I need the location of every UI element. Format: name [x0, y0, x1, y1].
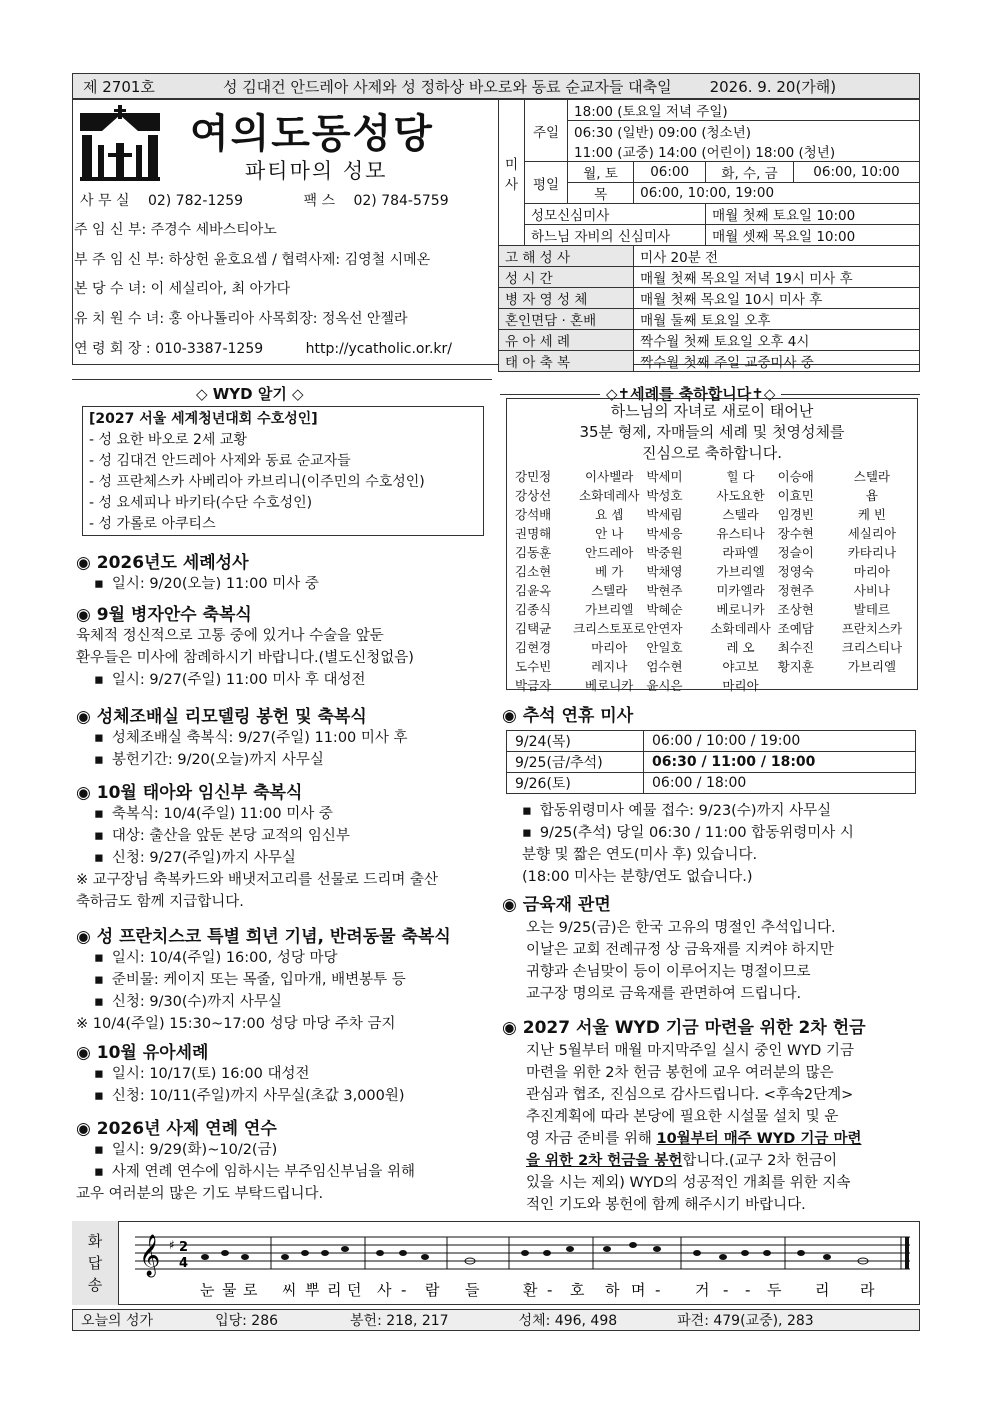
sunday-time: 11:00 (교중) 14:00 (어린이) 18:00 (청년): [568, 141, 920, 162]
baptism-name: 박현주: [646, 583, 683, 598]
lyric-syllable: 하: [605, 1281, 620, 1299]
baptism-name: 박세응: [646, 526, 683, 541]
baptism-name: 강민정: [515, 469, 552, 484]
lyric-syllable: 며: [631, 1281, 646, 1299]
baptism-name: 엄수현: [646, 659, 683, 674]
fund-line: 적인 기도와 봉헌에 함께 해주시기 바랍니다.: [526, 1197, 806, 1213]
announcement-line: ▪ 신청: 9/30(수)까지 사무실: [94, 991, 451, 1013]
baptism-name: 박채영: [646, 564, 683, 579]
wyd-item: - 성 김대건 안드레아 사제와 동료 순교자들: [89, 453, 351, 469]
baptism-saint-name: 안 나: [595, 526, 624, 541]
church-name: 여의도동성당: [190, 111, 434, 157]
sacrament-label: 태 아 축 복: [499, 351, 634, 372]
chuseok-date: 9/24(목): [507, 731, 644, 752]
baptism-saint-name: 세실리아: [847, 526, 897, 541]
announcement-line: 교우 여러분의 많은 기도 부탁드립니다.: [76, 1186, 324, 1202]
announcement-line: ▪ 축복식: 10/4(주일) 11:00 미사 중: [94, 803, 438, 825]
hymn-entrance: 입당: 286: [215, 1313, 279, 1329]
special-mass-time: 매월 셋째 목요일 10:00: [706, 225, 920, 246]
baptism-name: 정슬이: [777, 545, 814, 560]
chuseok-note: 분향 및 짧은 연도(미사 후) 있습니다.: [522, 847, 758, 863]
baptism-saint-name: 가브리엘: [847, 659, 897, 674]
baptism-name: 김택균: [515, 621, 552, 636]
announcement-line: 축하금도 함께 지급합니다.: [76, 894, 244, 910]
weekday-time: 06:00: [634, 162, 706, 183]
lyric-syllable: 리: [815, 1281, 830, 1299]
time-signature: 4: [179, 1256, 189, 1271]
lyric-syllable: 씨: [282, 1281, 297, 1299]
announcement-line: ▪ 대상: 출산을 앞둔 본당 교적의 임신부: [94, 825, 438, 847]
fund-text: 영 자금 준비를 위해: [526, 1131, 657, 1147]
chuseok-note: ▪ 9/25(추석) 당일 06:30 / 11:00 합동위령미사 시: [522, 822, 922, 844]
fund-line: 지난 5월부터 매월 마지막주일 실시 중인 WYD 기금: [526, 1043, 854, 1059]
announcement-line: ▪ 신청: 9/27(주일)까지 사무실: [94, 847, 438, 869]
baptism-saint-name: 레 오: [726, 640, 755, 655]
announcement-line: 환우들은 미사에 참례하시기 바랍니다.(별도신청없음): [76, 650, 414, 666]
sunday-time: 06:30 (일반) 09:00 (청소년): [568, 121, 920, 142]
fast-line: 이날은 교회 전례규정 상 금육재를 지켜야 하지만: [526, 942, 834, 958]
staff-line: 본 당 수 녀: 이 세실리아, 최 아가다: [74, 281, 291, 297]
fund-section: [502, 1013, 922, 1216]
hymn-footer: [72, 1309, 920, 1331]
chuseok-date: 9/26(토): [507, 773, 644, 794]
announcement-section: [76, 600, 414, 691]
baptism-name: 김현경: [515, 640, 552, 655]
baptism-name: 김종식: [515, 602, 552, 617]
baptism-message: 하느님의 자녀로 새로이 태어난: [610, 402, 814, 420]
baptism-saint-name: [835, 676, 909, 694]
chuseok-date: 9/25(금/추석): [507, 752, 644, 773]
fast-section: [502, 890, 922, 1005]
baptism-name: 윤시은: [646, 678, 683, 693]
contact-line: [74, 338, 452, 358]
office-contact: [80, 190, 449, 210]
sacrament-label: 성 시 간: [499, 267, 634, 288]
chuseok-table: [506, 730, 916, 794]
fast-line: 귀향과 손님맞이 등이 이루어지는 명절이므로: [526, 964, 811, 980]
lyric-syllable: -: [401, 1281, 407, 1299]
announcement-title: ◉ 성체조배실 리모델링 봉헌 및 축복식: [76, 707, 367, 727]
baptism-saint-name: 소화데레사: [579, 488, 640, 503]
chuseok-time: 06:30 / 11:00 / 18:00: [644, 752, 916, 773]
office-label: 사 무 실: [80, 193, 130, 209]
baptism-name: 안연자: [646, 621, 683, 636]
announcement-section: [76, 1038, 405, 1107]
announcement-line: ▪ 일시: 9/29(화)~10/2(금): [94, 1139, 415, 1161]
sunday-label: 주일: [525, 100, 568, 162]
weekday-time: 06:00, 10:00, 19:00: [634, 183, 920, 204]
sunday-time: 18:00 (토요일 저녁 주일): [568, 100, 920, 121]
baptism-saint-name: 케 빈: [857, 507, 886, 522]
baptism-name: 정현주: [777, 583, 814, 598]
announcement-line: ▪ 일시: 9/27(주일) 11:00 미사 후 대성전: [94, 669, 414, 691]
sacrament-label: 혼인면담 · 혼배: [499, 309, 634, 330]
announcement-line: ▪ 봉헌기간: 9/20(오늘)까지 사무실: [94, 749, 408, 771]
sacrament-label: 병 자 영 성 체: [499, 288, 634, 309]
announcement-line: ※ 10/4(주일) 15:30~17:00 성당 마당 주차 금지: [76, 1016, 396, 1032]
chuseok-title: ◉ 추석 연휴 미사: [502, 706, 634, 726]
announcement-section: [76, 548, 319, 595]
baptism-name: 박성호: [646, 488, 683, 503]
sacrament-time: 매월 둘째 토요일 오후: [634, 309, 920, 330]
baptism-name: 안일호: [646, 640, 683, 655]
baptism-saint-name: 가브리엘: [716, 564, 765, 579]
sacrament-time: 매월 첫째 목요일 10시 미사 후: [634, 288, 920, 309]
announcement-line: ▪ 사제 연례 연수에 임하시는 부주임신부님을 위해: [94, 1161, 415, 1183]
hymn-offertory: 봉헌: 218, 217: [350, 1313, 449, 1329]
baptism-name: 박세미: [646, 469, 683, 484]
wyd-item: - 성 요세피나 바키타(수단 수호성인): [89, 495, 313, 511]
baptism-name: 박금자: [515, 678, 552, 693]
wyd-item: - 성 요한 바오로 2세 교황: [89, 432, 247, 448]
weekday-days: 화, 수, 금: [706, 162, 794, 183]
baptism-name: 조상현: [777, 602, 814, 617]
lyric-syllable: 거: [695, 1281, 710, 1299]
announcement-line: ※ 교구장님 축복카드와 배냇저고리를 선물로 드리며 출산: [76, 872, 438, 888]
weekday-days: 목: [568, 183, 634, 204]
baptism-saint-name: 가브리엘: [585, 602, 634, 617]
baptism-saint-name: 베 가: [595, 564, 624, 579]
baptism-saint-name: 욥: [865, 488, 878, 503]
lyric-syllable: -: [547, 1281, 553, 1299]
baptism-name: 황지훈: [777, 659, 814, 674]
wyd-box: [82, 406, 484, 536]
announcement-line: ▪ 일시: 10/4(주일) 16:00, 성당 마당: [94, 947, 451, 969]
baptism-saint-name: 베로니카: [585, 678, 634, 693]
announcement-line: ▪ 일시: 10/17(토) 16:00 대성전: [94, 1063, 405, 1085]
announcement-line: 육체적 정신적으로 고통 중에 있거나 수술을 앞둔: [76, 628, 384, 644]
announcement-title: ◉ 10월 태아와 임신부 축복식: [76, 783, 303, 803]
chuseok-note: ▪ 합동위령미사 예물 접수: 9/23(수)까지 사무실: [522, 800, 922, 822]
lyric-syllable: 로: [243, 1281, 258, 1299]
fund-title: ◉ 2027 서울 WYD 기금 마련을 위한 2차 헌금: [502, 1018, 866, 1038]
baptism-saint-name: 프란치스카: [841, 621, 903, 636]
church-logo-icon: [80, 103, 160, 183]
baptism-saint-name: 소화데레사: [710, 621, 771, 636]
baptism-name: 김소현: [515, 564, 552, 579]
baptism-name: 장수현: [777, 526, 814, 541]
baptism-saint-name: 사도요한: [716, 488, 765, 503]
sacrament-time: 미사 20분 전: [634, 246, 920, 267]
baptism-saint-name: 크리스토포로: [572, 621, 646, 636]
staff-line: 주 임 신 부: 주경수 세바스티아노: [74, 222, 277, 238]
baptism-saint-name: 스텔라: [853, 469, 890, 484]
special-mass-time: 매월 첫째 토요일 10:00: [706, 204, 920, 225]
baptism-saint-name: 크리스티나: [841, 640, 903, 655]
lyric-syllable: 눈: [200, 1281, 215, 1299]
baptism-message: 진심으로 축하합니다.: [642, 444, 782, 462]
sacrament-label: 고 해 성 사: [499, 246, 634, 267]
announcement-title: ◉ 10월 유아세례: [76, 1043, 209, 1063]
baptism-message: 35분 형제, 자매들의 세례 및 첫영성체를: [579, 423, 845, 441]
announcement-line: ▪ 일시: 9/20(오늘) 11:00 미사 중: [94, 573, 319, 595]
special-mass-label: 하느님 자비의 신심미사: [525, 225, 706, 246]
wyd-divider: [72, 379, 492, 380]
website-link[interactable]: http://ycatholic.or.kr/: [305, 341, 452, 357]
weekday-days: 월, 토: [568, 162, 634, 183]
chuseok-time: 06:00 / 10:00 / 19:00: [644, 731, 916, 752]
lyric-syllable: 뿌: [305, 1281, 320, 1299]
announcement-line: ▪ 신청: 10/11(주일)까지 사무실(초값 3,000원): [94, 1085, 405, 1107]
baptism-name: 강상선: [515, 488, 552, 503]
hymn-label: 오늘의 성가: [81, 1313, 154, 1329]
lyric-syllable: 물: [222, 1281, 237, 1299]
feast-title: 성 김대건 안드레아 사제와 성 정하상 바오로와 동료 순교자들 대축일: [222, 77, 672, 96]
announcement-section: [76, 922, 451, 1035]
announcement-title: ◉ 2026년 사제 연례 연수: [76, 1119, 277, 1139]
hymn-recessional: 파견: 479(교중), 283: [677, 1313, 814, 1329]
sharp-icon: ♯: [169, 1238, 175, 1252]
lyric-syllable: 두: [767, 1281, 782, 1299]
sacrament-time: 매월 첫째 목요일 저녁 19시 미사 후: [634, 267, 920, 288]
baptism-saint-name: 발테르: [853, 602, 890, 617]
baptism-name: 박혜순: [646, 602, 683, 617]
lyric-syllable: 호: [570, 1281, 585, 1299]
lyric-syllable: 사: [377, 1281, 392, 1299]
lyric-syllable: 들: [465, 1281, 480, 1299]
baptism-name: [778, 676, 835, 694]
baptism-saint-name: 라파엘: [722, 545, 759, 560]
lyric-syllable: -: [723, 1281, 729, 1299]
wyd-item: - 성 가롤로 아쿠티스: [89, 516, 216, 532]
fund-emphasis: 을 위한 2차 헌금을 봉헌: [526, 1153, 683, 1169]
baptism-saint-name: 마리아: [591, 640, 628, 655]
issue-number: 제 2701호: [83, 77, 155, 96]
staff-line: 유 치 원 수 녀: 홍 아나톨리아 사목회장: 정옥선 안젤라: [74, 311, 408, 327]
baptism-saint-name: 레지나: [591, 659, 628, 674]
lyric-syllable: -: [745, 1281, 751, 1299]
baptism-name: 권명해: [515, 526, 552, 541]
baptism-name: 정영숙: [777, 564, 814, 579]
sacrament-time: 짝수월 첫째 주일 교중미사 중: [634, 351, 920, 372]
baptism-name: 박중원: [646, 545, 683, 560]
announcement-title: ◉ 2026년도 세례성사: [76, 553, 249, 573]
baptism-saint-name: 유스티나: [716, 526, 765, 541]
lyric-syllable: 환: [523, 1281, 538, 1299]
baptism-saint-name: 이사벨라: [585, 469, 634, 484]
weekday-time: 06:00, 10:00: [793, 162, 919, 183]
fund-line: 마련을 위한 2차 헌금 봉헌에 교우 여러분의 많은: [526, 1065, 834, 1081]
psalm-label: 화 답 송: [72, 1221, 119, 1305]
fund-line: 있을 시는 제외) WYD의 성공적인 개최를 위한 지속: [526, 1175, 851, 1191]
fast-line: 오는 9/25(금)은 한국 고유의 명절인 추석입니다.: [526, 920, 836, 936]
lyric-syllable: 라: [860, 1281, 875, 1299]
mass-schedule-table: [498, 99, 920, 372]
baptism-header: ◇✝세례를 축하합니다✝◇: [600, 383, 781, 404]
wyd-header: ◇ WYD 알기 ◇: [190, 383, 310, 404]
baptism-name: 강석배: [515, 507, 552, 522]
lyric-syllable: 람: [425, 1281, 440, 1299]
announcement-section: [76, 778, 438, 913]
announcement-section: [76, 1114, 415, 1205]
announcement-line: ▪ 준비물: 케이지 또는 목줄, 입마개, 배변봉투 등: [94, 969, 451, 991]
wyd-title: [2027 서울 세계청년대회 수호성인]: [89, 411, 318, 427]
time-signature: 2: [179, 1240, 189, 1255]
psalm-music-score: [125, 1225, 915, 1303]
special-mass-label: 성모신심미사: [525, 204, 706, 225]
fund-line: 추진계획에 따라 본당에 필요한 시설물 설치 및 운: [526, 1109, 839, 1125]
baptism-saint-name: 스텔라: [722, 507, 759, 522]
chuseok-notes: [522, 800, 922, 888]
fax-label: 팩 스: [303, 193, 336, 209]
baptism-saint-name: 안드레아: [585, 545, 634, 560]
hymn-communion: 성체: 496, 498: [518, 1313, 618, 1329]
chuseok-section: [502, 701, 922, 888]
office-phone: 02) 782-1259: [147, 193, 244, 209]
announcement-section: [76, 702, 408, 771]
fund-line: 관심과 협조, 진심으로 감사드립니다. <후속2단계>: [526, 1087, 854, 1103]
fast-line: 교구장 명의로 금육재를 관면하여 드립니다.: [526, 986, 802, 1002]
svg-text:눈물로씨뿌리던사-람들환-호하며-거--두리라: [200, 1281, 875, 1299]
baptism-saint-name: 스텔라: [591, 583, 628, 598]
lyric-syllable: -: [655, 1281, 661, 1299]
fund-emphasis: 10월부터 매주 WYD 기금 마련: [656, 1131, 862, 1147]
baptism-saint-name: 베로니카: [716, 602, 765, 617]
issue-bar: [72, 73, 920, 99]
fund-line: [526, 1128, 922, 1150]
baptism-name: 임경빈: [777, 507, 814, 522]
baptism-name: 김윤옥: [515, 583, 552, 598]
issue-date: 2026. 9. 20(가해): [709, 77, 837, 96]
chuseok-time: 06:00 / 18:00: [644, 773, 916, 794]
fax-phone: 02) 784-5759: [353, 193, 449, 209]
weekday-label: 평일: [525, 162, 568, 204]
baptism-saint-name: 요 셉: [595, 507, 624, 522]
fund-line: [526, 1150, 922, 1172]
fund-text: 합니다.(교구 2차 헌금이: [682, 1153, 838, 1169]
baptism-saint-name: 카타리나: [847, 545, 897, 560]
lyric-syllable: 던: [347, 1281, 362, 1299]
baptism-name: 최수진: [777, 640, 814, 655]
baptism-name: 도수빈: [515, 659, 552, 674]
fast-title: ◉ 금육재 관면: [502, 895, 611, 915]
baptism-name: 이효민: [777, 488, 814, 503]
announcement-title: ◉ 9월 병자안수 축복식: [76, 605, 252, 625]
baptism-saint-name: 사비나: [853, 583, 890, 598]
baptism-box: [506, 398, 918, 693]
sacrament-label: 유 아 세 례: [499, 330, 634, 351]
baptism-saint-name: 야고보: [722, 659, 759, 674]
baptism-names-grid: [515, 467, 909, 694]
baptism-name: 김동훈: [515, 545, 552, 560]
staff-line: 부 주 임 신 부: 하상헌 윤호요셉 / 협력사제: 김영철 시메온: [74, 252, 431, 268]
wyd-item: - 성 프란체스카 사베리아 카브리니(이주민의 수호성인): [89, 474, 425, 490]
chuseok-note: (18:00 미사는 분향/연도 없습니다.): [522, 869, 753, 885]
baptism-saint-name: 힐 다: [726, 469, 755, 484]
mass-label: 미 사: [499, 100, 525, 246]
church-patron: 파티마의 성모: [245, 159, 388, 183]
treble-clef-icon: 𝄞: [139, 1235, 161, 1276]
baptism-saint-name: 마리아: [722, 678, 759, 693]
baptism-saint-name: 미카엘라: [716, 583, 765, 598]
baptism-name: 박세림: [646, 507, 683, 522]
baptism-name: 이승애: [777, 469, 814, 484]
baptism-saint-name: 마리아: [853, 564, 890, 579]
announcement-title: ◉ 성 프란치스코 특별 희년 기념, 반려동물 축복식: [76, 927, 451, 947]
council-phone: 연 령 회 장 : 010-3387-1259: [74, 341, 264, 357]
baptism-name: 조예담: [777, 621, 814, 636]
lyric-syllable: 리: [327, 1281, 342, 1299]
announcement-line: ▪ 성체조배실 축복식: 9/27(주일) 11:00 미사 후: [94, 727, 408, 749]
sacrament-time: 짝수월 첫째 토요일 오후 4시: [634, 330, 920, 351]
